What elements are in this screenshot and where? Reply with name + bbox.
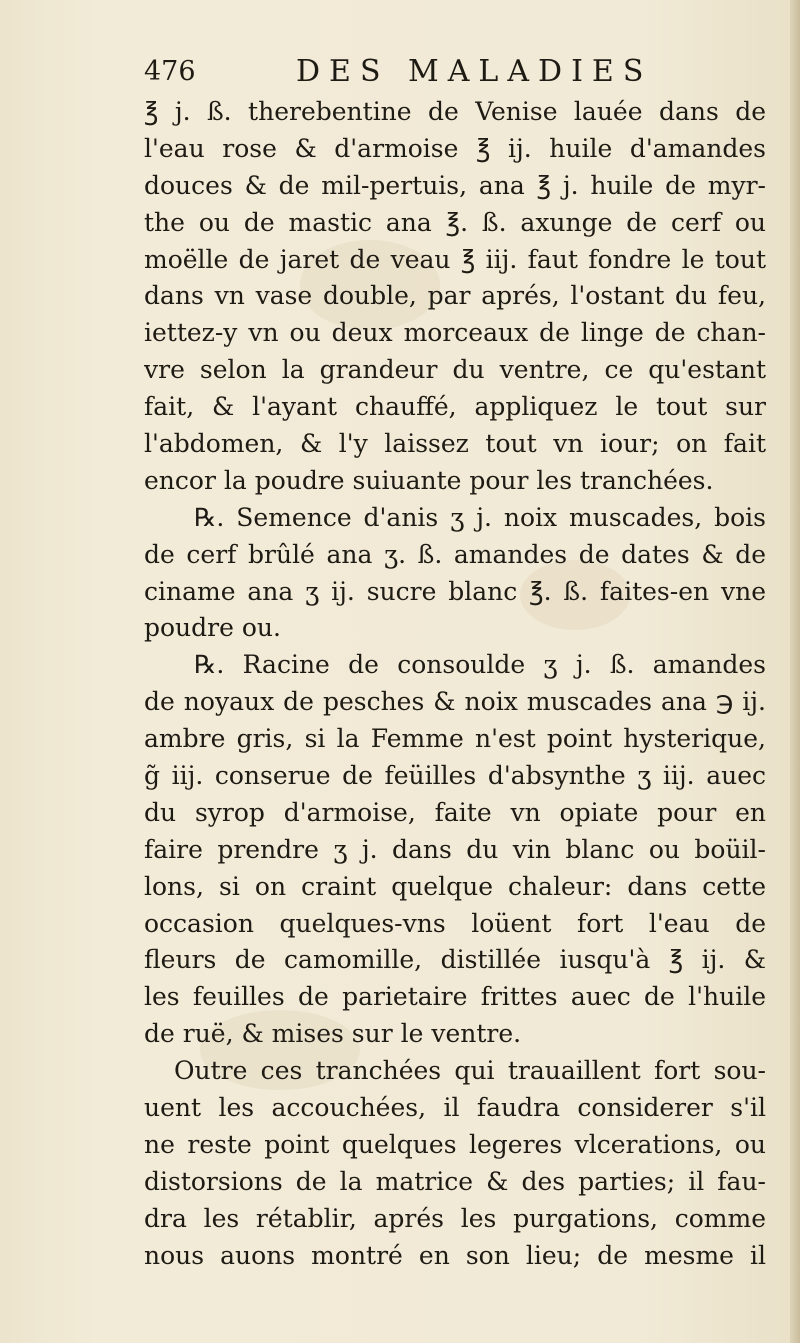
page-edge [790,0,800,1343]
text-line: les feuilles de parietaire frittes auec de l'huile [144,982,766,1012]
text-line: occasion quelques-vns loüent fort l'eau de [144,908,766,938]
text-line: ciname ana ʒ ij. sucre blanc ℥. ß. faites-en vne [144,576,766,606]
text-line: l'abdomen, & l'y laissez tout vn iour; on fait [144,429,766,459]
text-line: de noyaux de pesches & noix muscades ana ℈ ij. [144,687,766,717]
page-number: 476 [144,56,196,87]
running-title: DES MALADIES [296,54,653,89]
text-line: ambre gris, si la Femme n'est point hysterique, [144,724,766,754]
text-line: distorsions de la matrice & des parties; il fau- [144,1166,766,1196]
text-line: douces & de mil-pertuis, ana ℥ j. huile de myr- [144,170,766,200]
recipe-line: ℞. Semence d'anis ʒ j. noix muscades, bois [194,502,766,532]
text-line: encor la poudre suiuante pour les tranchées. [144,465,714,495]
text-line: ℥ j. ß. therebentine de Venise lauée dans de [144,97,766,126]
text-line: g̃ iij. conserue de feüilles d'absynthe ʒ iij. auec [144,761,766,791]
text-line: l'eau rose & d'armoise ℥ ij. huile d'amandes [144,133,766,163]
text-line: de cerf brûlé ana ʒ. ß. amandes de dates & de [144,539,766,569]
text-line: dans vn vase double, par aprés, l'ostant du feu, [144,281,766,311]
text-line: fait, & l'ayant chauffé, appliquez le tout sur [144,392,766,422]
recipe-line: ℞. Racine de consoulde ʒ j. ß. amandes [194,650,766,680]
text-line: the ou de mastic ana ℥. ß. axunge de cerf ou [144,207,766,237]
text-line: fleurs de camomille, distillée iusqu'à ℥ ij. & [144,945,766,975]
text-line: du syrop d'armoise, faite vn opiate pour en [144,797,766,827]
running-head [144,52,764,92]
text-line: lons, si on craint quelque chaleur: dans cette [144,871,766,901]
text-line: ne reste point quelques legeres vlcerations, ou [144,1129,766,1159]
text-line: faire prendre ʒ j. dans du vin blanc ou boüil- [144,834,766,864]
text-line: vre selon la grandeur du ventre, ce qu'estant [144,355,766,385]
text-line: nous auons montré en son lieu; de mesme il [144,1240,766,1270]
text-line: uent les accouchées, il faudra considerer s'il [144,1093,766,1123]
text-line: poudre ou. [144,613,281,643]
text-line: iettez-y vn ou deux morceaux de linge de chan- [144,318,766,348]
text-line: de ruë, & mises sur le ventre. [144,1019,522,1049]
paragraph-start-line: Outre ces tranchées qui trauaillent fort sou- [174,1056,766,1086]
text-line: moëlle de jaret de veau ℥ iij. faut fondre le tout [144,244,766,274]
body-text [144,94,766,1275]
text-line: dra les rétablir, aprés les purgations, comme [144,1203,766,1233]
